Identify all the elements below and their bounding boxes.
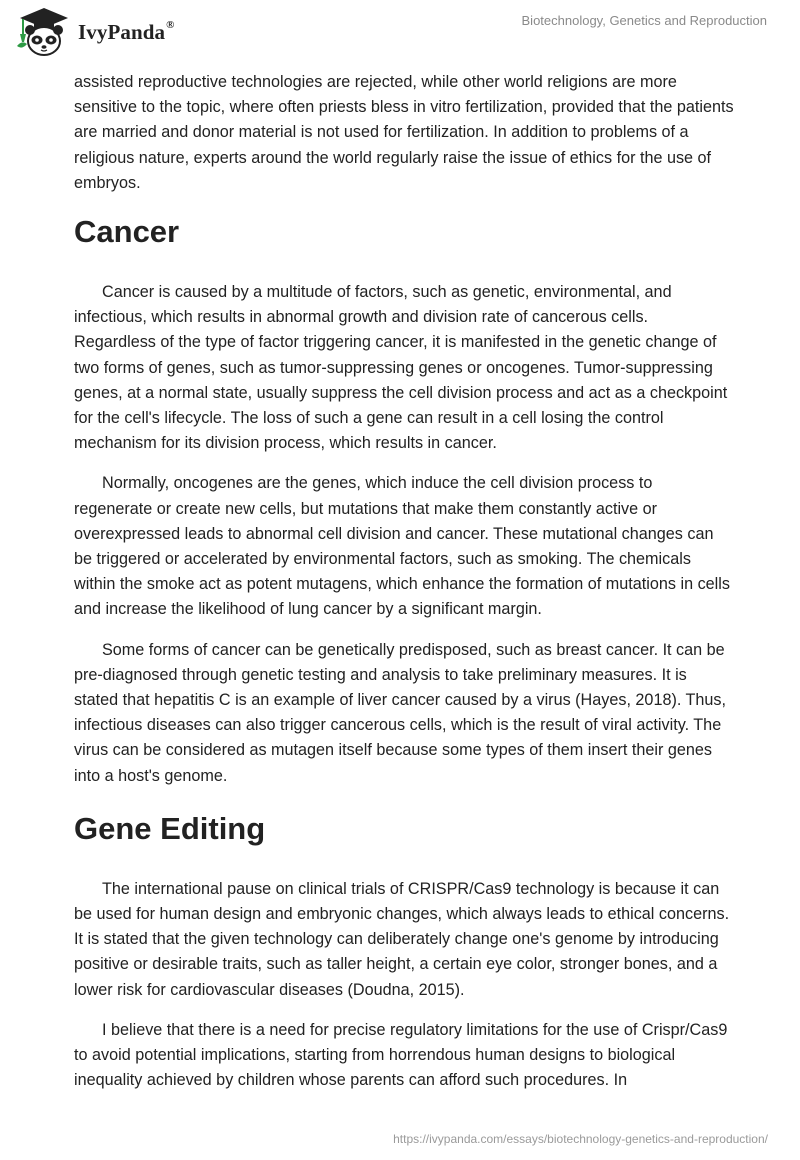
gene-editing-paragraph-1: The international pause on clinical trials of CRISPR/Cas9 technology is because it can be used for human design and embryonic changes, which always leads to ethical concerns. It is stated that the given technology can deliberately change one's genome by introducing positive or desirable traits, such as taller height, a certain eye color, stronger bones, and a lower risk for cardiovascular diseases (Doudna, 2015).: [74, 879, 730, 999]
page-header: [0, 0, 800, 70]
category-label: Biotechnology, Genetics and Reproduction: [521, 13, 767, 28]
brand-name: IvyPanda®: [78, 18, 175, 44]
cancer-paragraph-3: Some forms of cancer can be genetically predisposed, such as breast cancer. It can be pre-diagnosed through genetic testing and analysis to take preliminary measures. It is stated that hepatitis C is an example of liver cancer caused by a virus (Hayes, 2018). Thus, infectious diseases can also trigger cancerous cells, which is the result of viral activity. The virus can be considered as mutagen itself because some types of them insert their genes into a host's genome.: [74, 640, 727, 785]
section-heading-cancer: Cancer: [74, 214, 180, 250]
cancer-paragraph-1: Cancer is caused by a multitude of factors, such as genetic, environmental, and infectious, which results in abnormal growth and division rate of cancerous cells. Regardless of the type of factor triggering cancer, it is manifested in the genetic change of two forms of genes, such as tumor-suppressing genes or oncogenes. Tumor-suppressing genes, at a normal state, usually suppress the cell division process and act as a checkpoint for the cell's lifecycle. The loss of such a gene can result in a cell losing the control mechanism for its division process, which results in cancer.: [74, 283, 728, 453]
source-url[interactable]: https://ivypanda.com/essays/biotechnology-genetics-and-reproduction/: [393, 1132, 768, 1146]
gene-editing-paragraph-2: I believe that there is a need for precise regulatory limitations for the use of Crispr/Cas9 to avoid potential implications, starting from horrendous human designs to biological inequality achieved by children whose parents can afford such procedures. In: [74, 1020, 728, 1090]
ivypanda-logo[interactable]: [14, 6, 175, 58]
panda-logo-icon: [14, 6, 74, 58]
intro-paragraph: assisted reproductive technologies are rejected, while other world religions are more sensitive to the topic, where often priests bless in vitro fertilization, provided that the patients are married and donor material is not used for fertilization. In addition to problems of a religious nature, experts around the world regularly raise the issue of ethics for the use of embryos.: [74, 73, 734, 192]
cancer-paragraph-2: Normally, oncogenes are the genes, which induce the cell division process to regenerate or create new cells, but mutations that make them constantly active or overexpressed leads to abnormal cell division and cancer. These mutational changes can be triggered or accelerated by environmental factors, such as smoking. The chemicals within the smoke act as potent mutagens, which enhance the formation of mutations in cells and increase the likelihood of lung cancer by a significant margin.: [74, 474, 730, 619]
section-heading-gene-editing: Gene Editing: [74, 810, 266, 846]
registered-mark: ®: [166, 18, 175, 31]
article-body: [74, 70, 734, 1094]
